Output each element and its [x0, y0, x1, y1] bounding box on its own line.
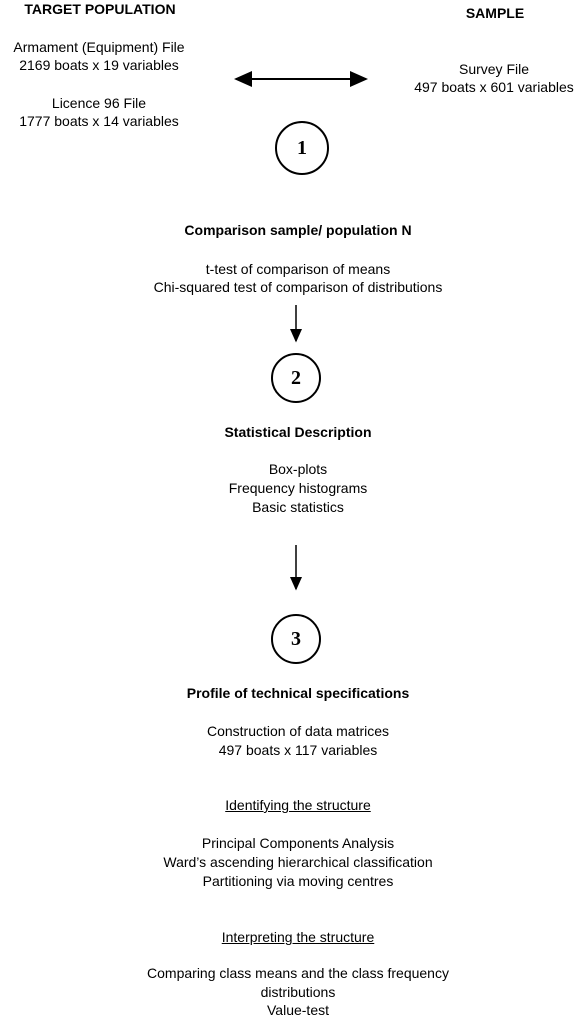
survey-file-name: Survey File [458, 61, 530, 77]
step-2-line: Box-plots [268, 461, 328, 477]
armament-file-size: 2169 boats x 19 variables [19, 57, 179, 73]
interpreting-structure-heading: Interpreting the structure [221, 929, 375, 945]
interpret-line: distributions [260, 984, 336, 1000]
step-3-line: 497 boats x 117 variables [218, 742, 378, 758]
identifying-structure-heading: Identifying the structure [225, 797, 371, 813]
identify-line: Ward’s ascending hierarchical classification [163, 854, 433, 870]
licence-file-name: Licence 96 File [51, 95, 147, 111]
step-1-circle: 1 [275, 121, 329, 175]
step-1-line: t-test of comparison of means [205, 261, 391, 277]
step-2-line: Frequency histograms [228, 480, 368, 496]
identify-line: Partitioning via moving centres [202, 873, 394, 889]
armament-file-name: Armament (Equipment) File [13, 39, 185, 55]
interpret-line: Comparing class means and the class frequency [147, 965, 449, 981]
interpret-line: Value-test [267, 1002, 329, 1018]
step-1-title: Comparison sample/ population N [184, 222, 412, 238]
step-2-circle: 2 [271, 353, 321, 403]
survey-file-size: 497 boats x 601 variables [414, 79, 574, 95]
step-2-title: Statistical Description [224, 424, 372, 440]
step-3-circle: 3 [271, 614, 321, 664]
step-2-line: Basic statistics [252, 499, 344, 515]
step-1-line: Chi-squared test of comparison of distributions [153, 279, 443, 295]
sample-heading: SAMPLE [465, 5, 525, 21]
step-3-line: Construction of data matrices [206, 723, 390, 739]
target-population-heading: TARGET POPULATION [24, 1, 176, 17]
identify-line: Principal Components Analysis [201, 835, 395, 851]
licence-file-size: 1777 boats x 14 variables [19, 113, 179, 129]
step-3-title: Profile of technical specifications [186, 685, 410, 701]
